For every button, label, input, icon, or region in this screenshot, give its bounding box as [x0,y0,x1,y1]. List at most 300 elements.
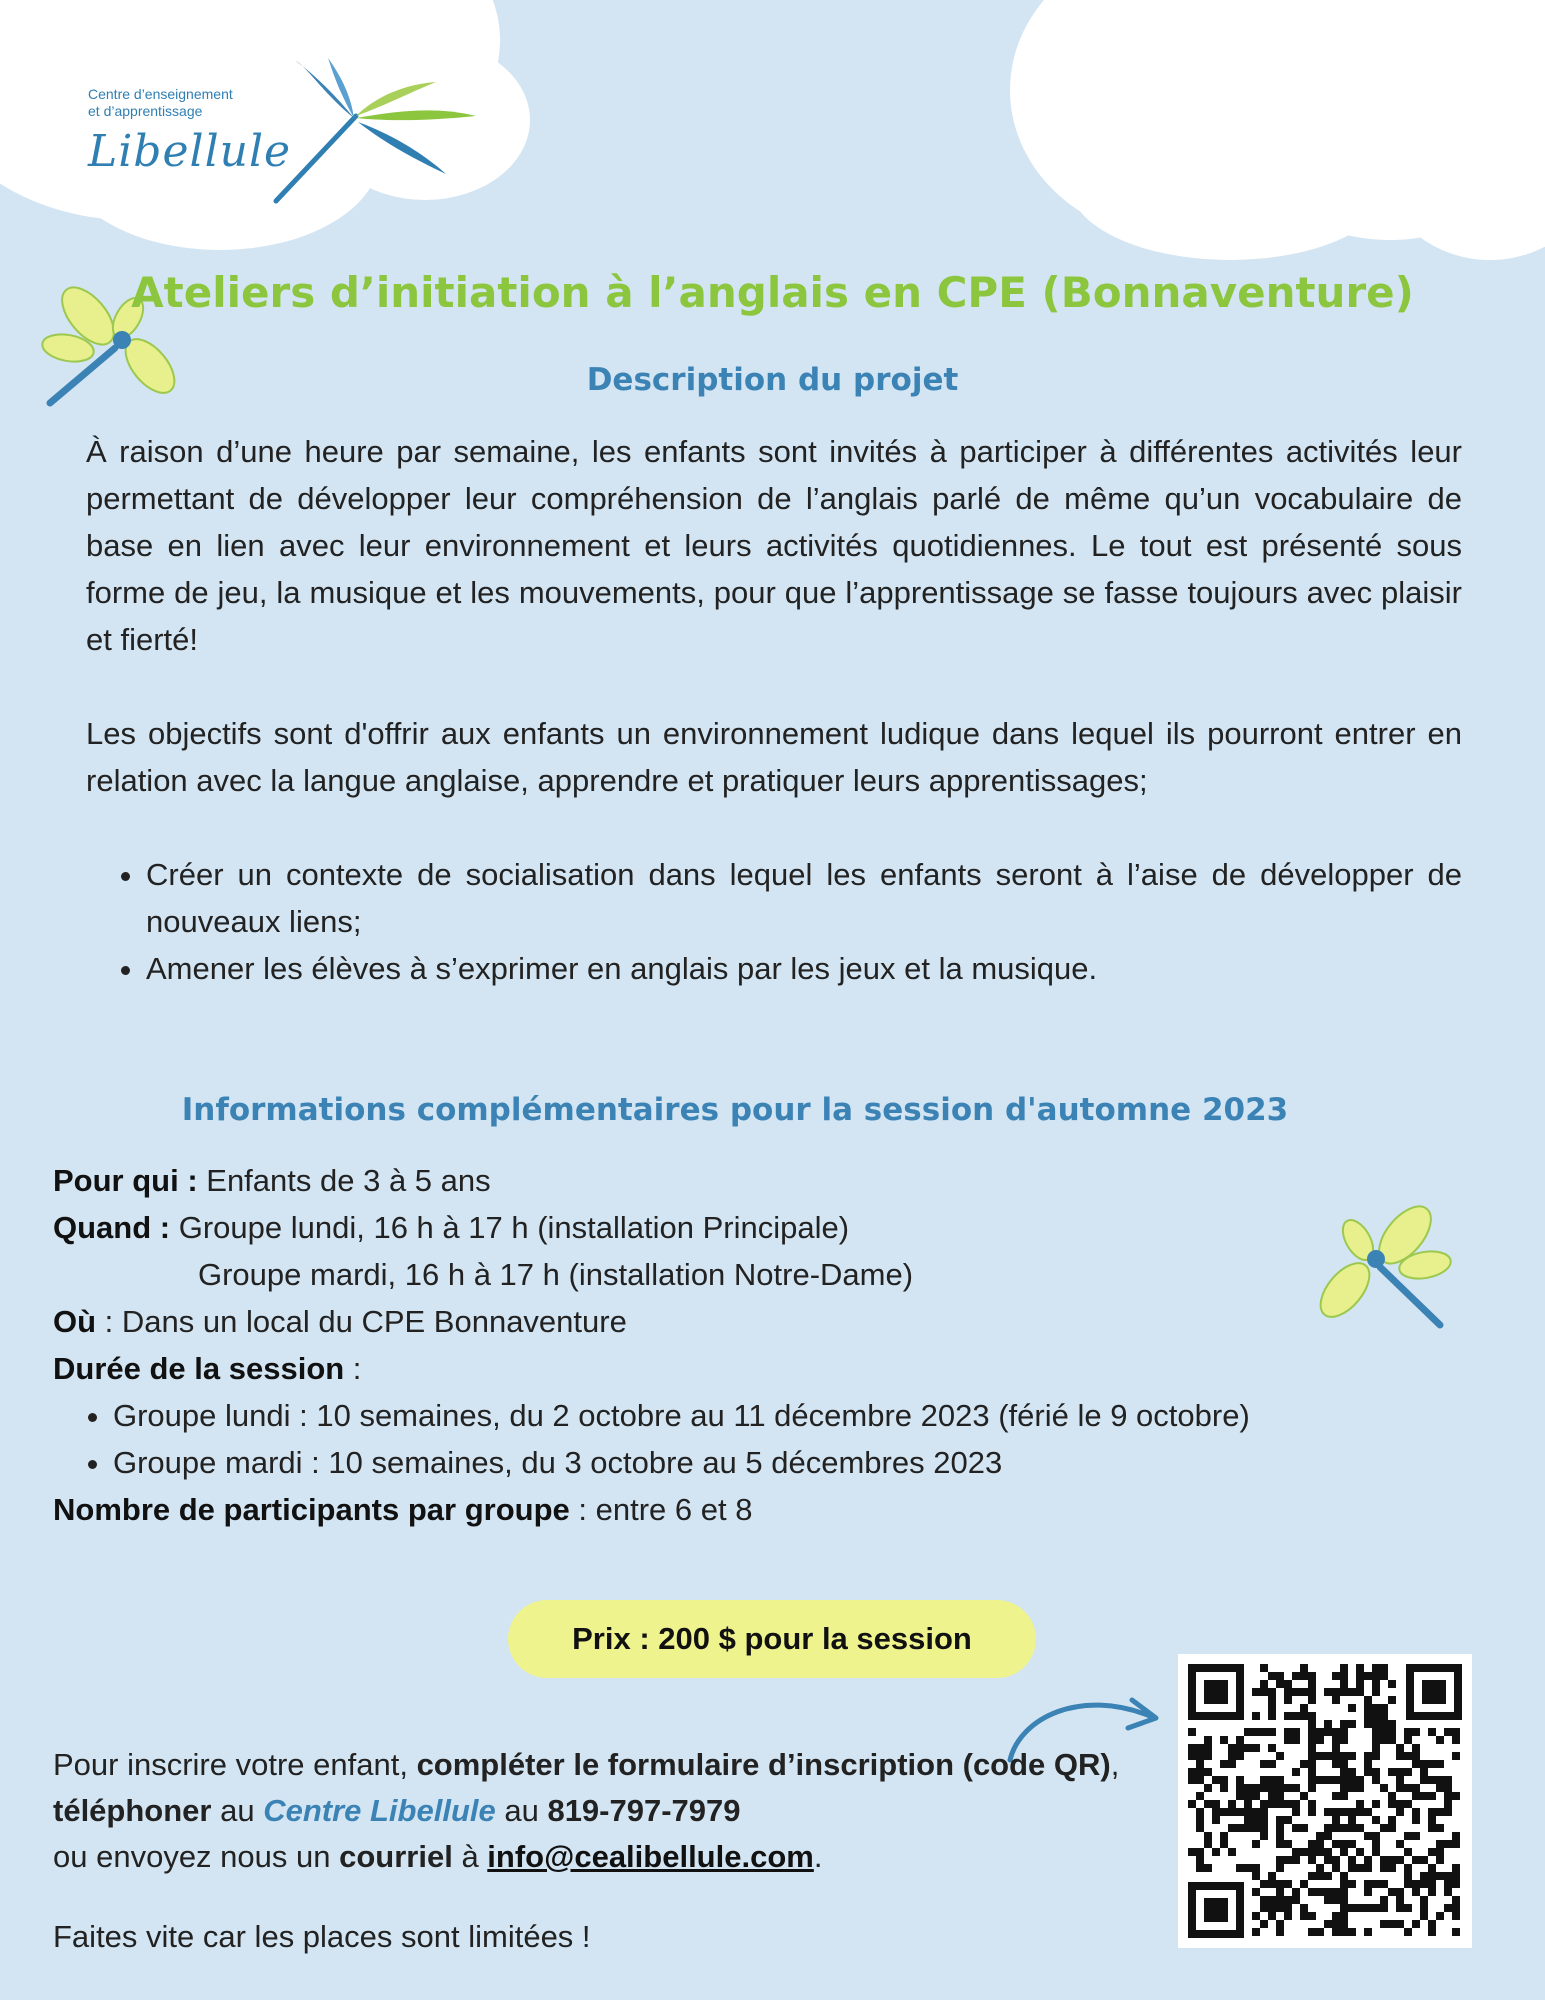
qr-module [1452,1728,1460,1736]
qr-module [1316,1928,1324,1936]
qr-module [1292,1808,1300,1816]
qr-module [1276,1840,1284,1848]
qr-module [1452,1896,1460,1904]
qr-module [1332,1920,1340,1928]
qr-module [1380,1880,1388,1888]
qr-module [1420,1896,1428,1904]
qr-module [1388,1856,1396,1864]
qr-module [1348,1784,1356,1792]
qr-module [1436,1784,1444,1792]
qr-module [1276,1904,1284,1912]
qr-module [1324,1752,1332,1760]
qr-module [1252,1808,1260,1816]
qr-module [1348,1808,1356,1816]
qr-module [1340,1808,1348,1816]
qr-module [1260,1688,1268,1696]
qr-module [1284,1728,1292,1736]
qr-module [1396,1744,1404,1752]
qr-module [1356,1680,1364,1688]
qr-module [1268,1760,1276,1768]
qr-module [1300,1792,1308,1800]
qr-module [1396,1856,1404,1864]
qr-module [1396,1752,1404,1760]
qr-module [1348,1824,1356,1832]
qr-module [1292,1888,1300,1896]
qr-module [1324,1720,1332,1728]
qr-module [1404,1904,1412,1912]
qr-module [1372,1904,1380,1912]
qr-module [1260,1816,1268,1824]
qr-module [1412,1728,1420,1736]
qr-module [1308,1872,1316,1880]
qr-module [1252,1712,1260,1720]
qr-module [1308,1928,1316,1936]
qr-module [1420,1872,1428,1880]
qr-module [1252,1824,1260,1832]
qr-module [1228,1760,1236,1768]
qr-module [1324,1808,1332,1816]
registration-instructions [53,1742,1163,1960]
qr-module [1380,1672,1388,1680]
info-who [53,1157,1453,1204]
qr-module [1276,1784,1284,1792]
qr-module [1380,1896,1388,1904]
qr-module [1452,1792,1460,1800]
qr-module [1212,1816,1220,1824]
qr-module [1196,1744,1204,1752]
cta-text: au [211,1793,264,1828]
qr-module [1308,1912,1316,1920]
qr-module [1348,1816,1356,1824]
qr-module [1300,1712,1308,1720]
qr-module [1260,1920,1268,1928]
qr-module [1428,1776,1436,1784]
qr-module [1236,1776,1244,1784]
qr-module [1252,1912,1260,1920]
cta-text: au [495,1793,548,1828]
qr-module [1308,1776,1316,1784]
qr-module [1204,1864,1212,1872]
qr-module [1396,1840,1404,1848]
qr-module [1348,1928,1356,1936]
qr-module [1316,1864,1324,1872]
qr-module [1300,1880,1308,1888]
qr-module [1412,1920,1420,1928]
qr-module [1252,1864,1260,1872]
participants-label: Nombre de participants par groupe [53,1492,570,1527]
qr-module [1444,1904,1452,1912]
qr-module [1404,1864,1412,1872]
qr-module [1276,1864,1284,1872]
qr-module [1356,1688,1364,1696]
qr-module [1236,1808,1244,1816]
qr-module [1372,1744,1380,1752]
qr-module [1364,1760,1372,1768]
who-value: Enfants de 3 à 5 ans [197,1163,491,1198]
qr-module [1260,1904,1268,1912]
qr-module [1276,1928,1284,1936]
qr-module [1428,1920,1436,1928]
qr-module [1308,1768,1316,1776]
qr-module [1348,1720,1356,1728]
qr-module [1196,1808,1204,1816]
qr-module [1420,1760,1428,1768]
qr-module [1268,1728,1276,1736]
qr-module [1324,1888,1332,1896]
qr-module [1380,1712,1388,1720]
qr-module [1188,1768,1196,1776]
qr-module [1420,1856,1428,1864]
qr-module [1396,1776,1404,1784]
qr-module [1332,1776,1340,1784]
qr-module [1428,1928,1436,1936]
qr-module [1364,1768,1372,1776]
qr-module [1452,1880,1460,1888]
qr-module [1340,1840,1348,1848]
qr-module [1356,1848,1364,1856]
qr-module [1372,1688,1380,1696]
qr-module [1204,1744,1212,1752]
qr-module [1420,1912,1428,1920]
qr-module [1340,1912,1348,1920]
qr-module [1308,1800,1316,1808]
qr-module [1348,1904,1356,1912]
registration-qr-code[interactable] [1178,1654,1472,1948]
qr-module [1212,1808,1220,1816]
qr-module [1404,1768,1412,1776]
qr-module [1244,1800,1252,1808]
qr-module [1348,1880,1356,1888]
qr-module [1268,1712,1276,1720]
qr-module [1204,1840,1212,1848]
qr-module [1332,1840,1340,1848]
qr-module [1372,1728,1380,1736]
qr-module [1276,1672,1284,1680]
email-instruction: courriel [339,1839,453,1874]
qr-module [1396,1768,1404,1776]
info-participants [53,1486,1453,1533]
qr-module [1276,1880,1284,1888]
qr-module [1308,1688,1316,1696]
qr-module [1428,1728,1436,1736]
info-section [53,1157,1453,1533]
qr-module [1340,1664,1348,1672]
qr-module [1388,1824,1396,1832]
qr-module [1364,1704,1372,1712]
qr-module [1444,1808,1452,1816]
qr-module [1284,1800,1292,1808]
qr-module [1340,1736,1348,1744]
qr-module [1372,1880,1380,1888]
qr-module [1252,1744,1260,1752]
qr-module [1332,1824,1340,1832]
qr-module [1364,1864,1372,1872]
qr-module [1204,1752,1212,1760]
qr-module [1420,1792,1428,1800]
qr-module [1388,1792,1396,1800]
qr-module [1292,1824,1300,1832]
qr-module [1292,1736,1300,1744]
cta-text: Pour inscrire votre enfant, [53,1747,417,1782]
list-item: • Groupe lundi : 10 semaines, du 2 octobre au 11 décembre 2023 (férié le 9 octobre) [113,1392,1453,1439]
qr-module [1444,1784,1452,1792]
qr-module [1244,1744,1252,1752]
qr-module [1308,1840,1316,1848]
qr-module [1396,1896,1404,1904]
qr-module [1324,1856,1332,1864]
qr-module [1324,1688,1332,1696]
qr-module [1396,1920,1404,1928]
qr-module [1300,1824,1308,1832]
qr-module [1372,1680,1380,1688]
qr-module [1236,1792,1244,1800]
qr-module [1284,1856,1292,1864]
qr-module [1260,1880,1268,1888]
qr-module [1260,1760,1268,1768]
info-duration [53,1345,1453,1392]
qr-module [1316,1848,1324,1856]
qr-module [1252,1784,1260,1792]
qr-module [1228,1800,1236,1808]
qr-module [1452,1872,1460,1880]
qr-module [1252,1840,1260,1848]
qr-module [1292,1728,1300,1736]
qr-module [1404,1928,1412,1936]
qr-module [1396,1904,1404,1912]
phone-number[interactable]: 819-797-7979 [547,1793,741,1828]
qr-module [1260,1896,1268,1904]
qr-module [1364,1832,1372,1840]
description-paragraph-2: Les objectifs sont d'offrir aux enfants un environnement ludique dans lequel ils pourront entrer en relation avec la langue anglaise, apprendre et pratiquer leurs apprentissages; [86,716,1462,798]
libellule-logo [86,56,406,206]
qr-module [1372,1832,1380,1840]
qr-module [1316,1872,1324,1880]
qr-module [1452,1752,1460,1760]
qr-module [1428,1848,1436,1856]
phone-instruction: téléphoner [53,1793,212,1828]
qr-module [1380,1728,1388,1736]
info-when-2 [53,1251,1453,1298]
qr-module [1340,1920,1348,1928]
qr-module [1252,1728,1260,1736]
qr-module [1372,1712,1380,1720]
qr-module [1284,1736,1292,1744]
qr-module [1364,1720,1372,1728]
qr-module [1196,1768,1204,1776]
qr-module [1332,1744,1340,1752]
qr-module [1420,1880,1428,1888]
qr-module [1268,1696,1276,1704]
qr-module [1276,1856,1284,1864]
qr-module [1212,1800,1220,1808]
qr-module [1428,1816,1436,1824]
form-instruction: compléter le formulaire d’inscription (code QR) [416,1747,1111,1782]
duration-list [53,1392,1453,1486]
qr-module [1308,1752,1316,1760]
qr-module [1380,1864,1388,1872]
qr-module [1420,1904,1428,1912]
qr-module [1428,1824,1436,1832]
qr-module [1396,1888,1404,1896]
qr-module [1348,1688,1356,1696]
qr-module [1308,1672,1316,1680]
qr-module [1444,1776,1452,1784]
cta-text: . [813,1839,823,1874]
qr-module [1348,1856,1356,1864]
qr-module [1332,1808,1340,1816]
qr-module [1316,1832,1324,1840]
qr-module [1340,1896,1348,1904]
qr-module [1356,1824,1364,1832]
where-label: Où [53,1304,97,1339]
qr-module [1372,1816,1380,1824]
qr-module [1260,1680,1268,1688]
qr-module [1244,1864,1252,1872]
qr-module [1380,1824,1388,1832]
qr-module [1220,1832,1228,1840]
qr-module [1284,1880,1292,1888]
qr-module [1268,1792,1276,1800]
qr-module [1244,1728,1252,1736]
qr-module [1436,1848,1444,1856]
qr-module [1324,1896,1332,1904]
qr-module [1204,1832,1212,1840]
qr-module [1316,1752,1324,1760]
qr-module [1244,1824,1252,1832]
qr-module [1276,1896,1284,1904]
logo-name: Libellule [88,126,292,177]
qr-module [1364,1904,1372,1912]
qr-module [1396,1808,1404,1816]
qr-module [1372,1848,1380,1856]
qr-module [1212,1776,1220,1784]
description-heading: Description du projet [586,362,959,398]
qr-module [1388,1736,1396,1744]
qr-module [1380,1664,1388,1672]
qr-module [1388,1816,1396,1824]
qr-module [1364,1880,1372,1888]
qr-module [1428,1792,1436,1800]
qr-module [1444,1888,1452,1896]
qr-module [1228,1824,1236,1832]
qr-module [1300,1704,1308,1712]
qr-module [1340,1728,1348,1736]
qr-module [1412,1856,1420,1864]
cloud-decoration [1070,110,1390,260]
qr-module [1436,1776,1444,1784]
qr-module [1300,1912,1308,1920]
qr-module [1260,1776,1268,1784]
when-value-2: Groupe mardi, 16 h à 17 h (installation Notre-Dame) [198,1257,914,1292]
qr-module [1428,1872,1436,1880]
cta-text: , [1110,1747,1120,1782]
description-section [86,428,1462,992]
list-item: • Créer un contexte de socialisation dans lequel les enfants seront à l’aise de développer de nouveaux liens; [146,851,1462,945]
qr-module [1188,1776,1196,1784]
qr-module [1356,1672,1364,1680]
qr-module [1340,1904,1348,1912]
qr-module [1268,1904,1276,1912]
qr-module [1196,1864,1204,1872]
qr-module [1220,1776,1228,1784]
qr-module [1220,1808,1228,1816]
qr-module [1372,1672,1380,1680]
qr-module [1188,1800,1196,1808]
qr-module [1372,1720,1380,1728]
qr-module [1324,1920,1332,1928]
qr-module [1388,1800,1396,1808]
qr-module [1236,1824,1244,1832]
qr-module [1332,1928,1340,1936]
qr-module [1204,1784,1212,1792]
qr-module [1196,1776,1204,1784]
logo-dragonfly-icon [236,56,486,206]
qr-module [1196,1856,1204,1864]
qr-module [1324,1848,1332,1856]
qr-module [1268,1744,1276,1752]
qr-module [1380,1736,1388,1744]
qr-module [1292,1712,1300,1720]
qr-module [1372,1776,1380,1784]
qr-module [1412,1784,1420,1792]
qr-module [1388,1728,1396,1736]
qr-module [1308,1744,1316,1752]
qr-module [1196,1816,1204,1824]
qr-module [1388,1864,1396,1872]
qr-module [1340,1688,1348,1696]
list-item: • Amener les élèves à s’exprimer en anglais par les jeux et la musique. [146,945,1462,992]
qr-module [1404,1728,1412,1736]
qr-module [1340,1776,1348,1784]
qr-module [1284,1816,1292,1824]
qr-module [1300,1688,1308,1696]
qr-module [1388,1768,1396,1776]
qr-module [1308,1728,1316,1736]
qr-module [1412,1752,1420,1760]
qr-module [1236,1752,1244,1760]
qr-module [1348,1776,1356,1784]
qr-module [1324,1728,1332,1736]
cta-text: ou envoyez nous un [53,1839,340,1874]
qr-module [1300,1848,1308,1856]
qr-module [1308,1736,1316,1744]
objectives-list [86,851,1462,992]
qr-module [1284,1904,1292,1912]
qr-module [1412,1792,1420,1800]
qr-module [1244,1808,1252,1816]
qr-module [1340,1784,1348,1792]
qr-module [1292,1848,1300,1856]
qr-module [1380,1856,1388,1864]
qr-module [1284,1784,1292,1792]
qr-module [1308,1784,1316,1792]
qr-module [1316,1776,1324,1784]
qr-module [1188,1744,1196,1752]
qr-module [1196,1824,1204,1832]
qr-module [1316,1728,1324,1736]
email-link[interactable]: info@cealibellule.com [487,1839,814,1874]
qr-module [1412,1888,1420,1896]
qr-module [1412,1832,1420,1840]
when-label: Quand : [53,1210,171,1245]
qr-module [1228,1808,1236,1816]
qr-module [1412,1880,1420,1888]
qr-module [1340,1848,1348,1856]
logo-line-2: et d’apprentissage [88,103,203,119]
list-item: • Groupe mardi : 10 semaines, du 3 octobre au 5 décembres 2023 [113,1439,1453,1486]
qr-module [1388,1680,1396,1688]
qr-module [1260,1832,1268,1840]
